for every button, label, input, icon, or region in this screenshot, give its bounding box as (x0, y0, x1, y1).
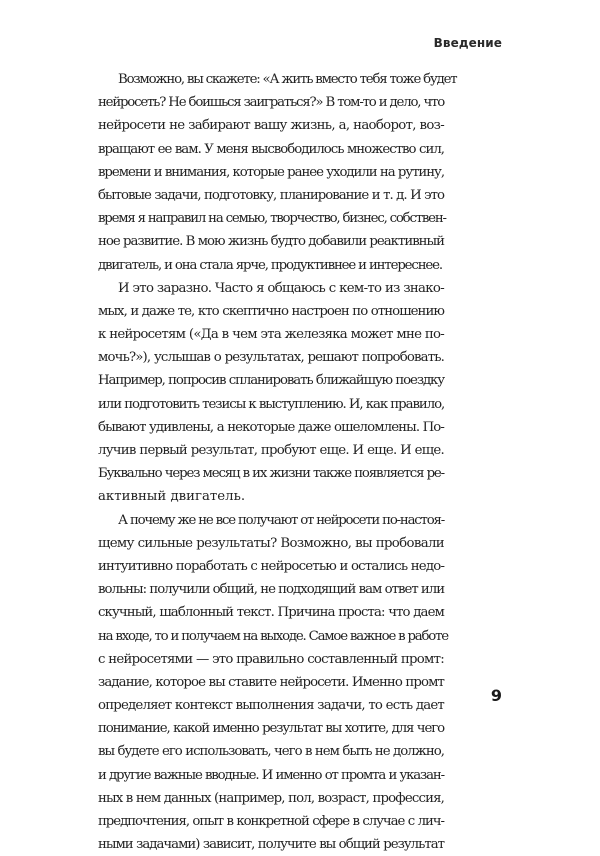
paragraph-1 (98, 68, 457, 277)
page-number: 9 (490, 686, 502, 705)
text-line: Возможно, вы скажете: «А жить вместо тебя тоже будет (118, 72, 457, 87)
paragraph-2 (98, 277, 444, 509)
text-line: к нейросетям («Да в чем эта железяка может мне по- (98, 327, 444, 343)
text-line: лучив первый результат, пробуют еще. И еще. И еще. (98, 443, 444, 458)
text-line: активный двигатель. (98, 489, 246, 505)
text-line: щему сильные результаты? Возможно, вы пробовали (98, 535, 444, 551)
text-line: скучный, шаблонный текст. Причина проста: что даем (98, 605, 444, 621)
text-line: предпочтения, опыт в конкретной сфере в случае с лич- (98, 814, 444, 829)
text-line: времени и внимания, которые ранее уходили на рутину, (98, 164, 444, 180)
text-line: ными задачами) зависит, получите вы общий результат (98, 837, 444, 853)
paragraph-3 (98, 509, 448, 856)
text-line: вы будете его использовать, чего в нем быть не должно, (98, 744, 444, 760)
text-line: время я направил на семью, творчество, бизнес, собствен- (98, 211, 446, 227)
text-line: и другие важные вводные. И именно от промта и указан- (98, 767, 444, 783)
text-line: мочь?»), услышав о результатах, решают попробовать. (98, 350, 444, 366)
text-line: с нейросетями — это правильно составленный промт: (98, 651, 444, 667)
text-line: бывают удивлены, а некоторые даже ошеломлены. По- (98, 419, 444, 435)
text-line: ное развитие. В мою жизнь будто добавили реактивный (98, 234, 444, 250)
text-line: понимание, какой именно результат вы хотите, для чего (98, 721, 444, 737)
text-line: задание, которое вы ставите нейросети. Именно промт (98, 674, 444, 690)
running-head-chapter-title: Введение (433, 36, 502, 50)
text-line: мых, и даже те, кто скептично настроен по отношению (98, 303, 444, 319)
text-line: или подготовить тезисы к выступлению. И, как правило, (98, 396, 445, 412)
text-line: А почему же не все получают от нейросети по-настоя- (118, 512, 444, 528)
text-line: Буквально через месяц в их жизни также появляется ре- (98, 466, 444, 482)
body-text (98, 68, 457, 856)
text-line: бытовые задачи, подготовку, планирование и т. д. И это (98, 187, 444, 203)
text-line: нейросети не забирают вашу жизнь, а, наоборот, воз- (98, 118, 444, 134)
text-line: вращают ее вам. У меня высвободилось множество сил, (98, 141, 444, 157)
text-line: интуитивно поработать с нейросетью и остались недо- (98, 558, 445, 574)
text-line: двигатель, и она стала ярче, продуктивнее и интереснее. (98, 257, 442, 273)
text-line: Например, попросив спланировать ближайшую поездку (98, 373, 444, 389)
text-line: нейросеть? Не боишься заиграться?» В том-то и дело, что (98, 95, 444, 111)
text-line: ных в нем данных (например, пол, возраст, профессия, (98, 790, 444, 806)
text-line: определяет контекст выполнения задачи, то есть дает (98, 698, 444, 714)
text-line: вольны: получили общий, не подходящий вам ответ или (98, 582, 445, 598)
text-line: на входе, то и получаем на выходе. Самое важное в работе (98, 628, 448, 644)
text-line: И это заразно. Часто я общаюсь с кем-то из знако- (118, 280, 444, 296)
